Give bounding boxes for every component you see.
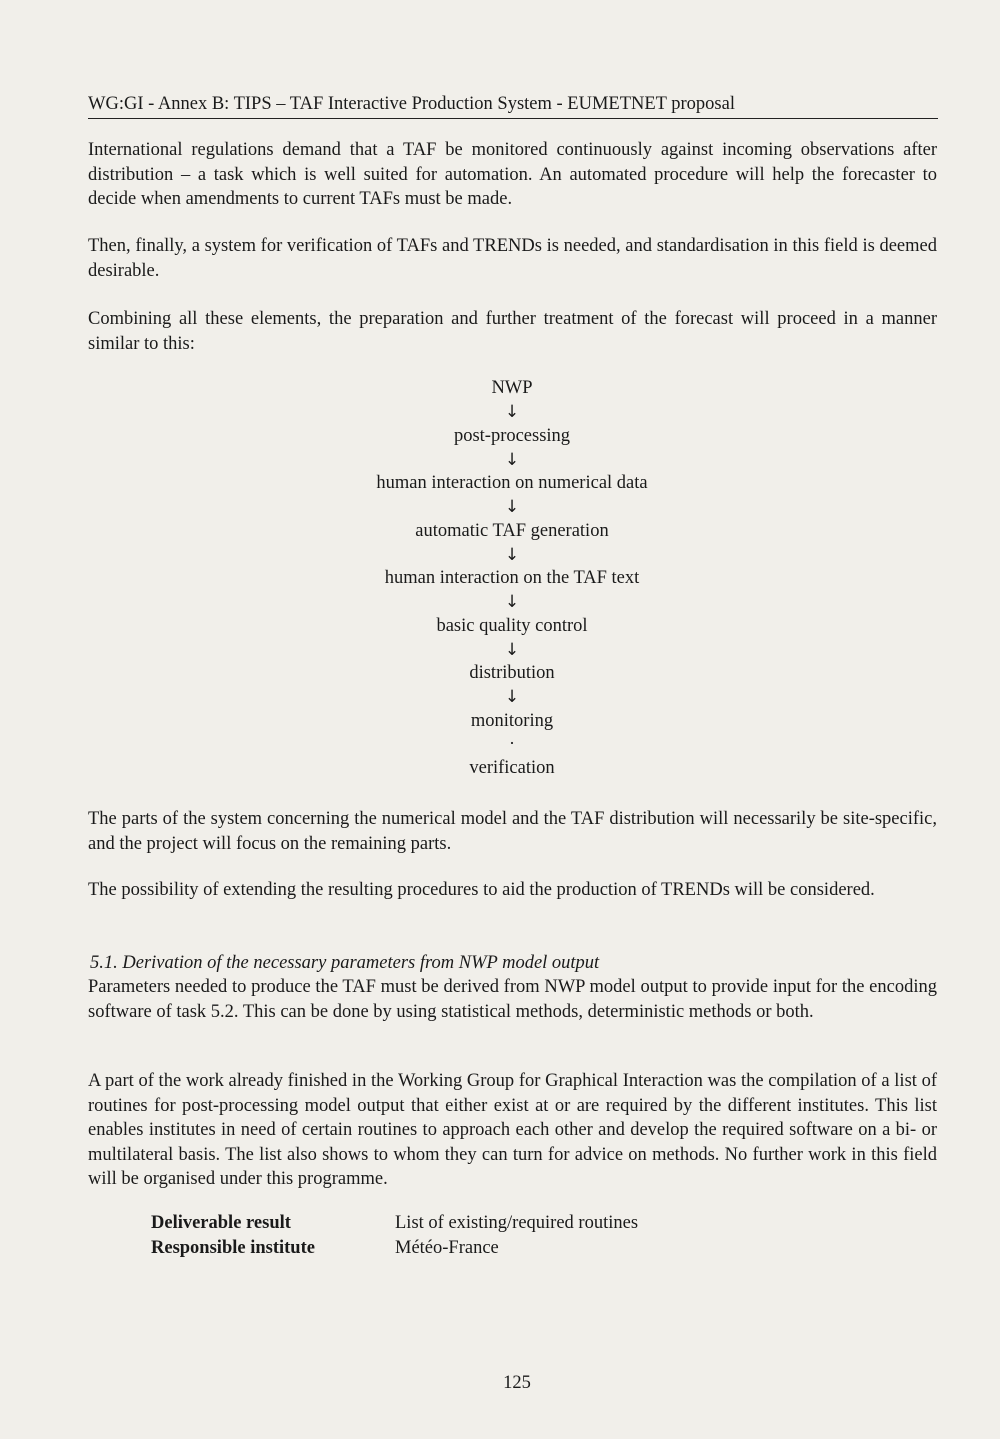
paragraph-routines: A part of the work already finished in the Working Group for Graphical Interaction was the compilation of a list of routines for post-processing model output that either exist at or are required by the different institutes. This list enables institutes in need of certain routines to approach each other and develop the required software on a bi- or multilateral basis. The list also shows to whom they can turn for advice on methods. No further work in this field will be organised under this programme. [88,1071,937,1189]
down-arrow-icon: ↓ [504,687,520,707]
section-heading: 5.1. Derivation of the necessary parameters from NWP model output [90,953,600,973]
paragraph-trends: The possibility of extending the resulting procedures to aid the production of TRENDs will be considered. [88,880,875,900]
flow-step: monitoring [470,710,554,731]
down-arrow-icon: ↓ [504,402,520,422]
process-flow [262,377,762,780]
flow-step: human interaction on the TAF text [384,568,640,588]
paragraph-site-specific: The parts of the system concerning the numerical model and the TAF distribution will necessarily be site-specific, and the project will focus on the remaining parts. [88,809,937,854]
paragraph-verification: Then, finally, a system for verification of TAFs and TRENDs is needed, and standardisation in this field is deemed desirable. [88,236,937,281]
running-header: WG:GI - Annex B: TIPS – TAF Interactive Production System - EUMETNET proposal [88,92,938,119]
paragraph-combining: Combining all these elements, the preparation and further treatment of the forecast will proceed in a manner similar to this: [88,309,937,354]
responsible-row [151,1238,499,1259]
deliverable-value: List of existing/required routines [395,1213,639,1233]
responsible-label: Responsible institute [151,1238,315,1258]
paragraph-parameters: Parameters needed to produce the TAF must be derived from NWP model output to provide input for the encoding software of task 5.2. This can be done by using statistical methods, deterministic methods or both. [88,977,937,1022]
deliverable-label: Deliverable result [151,1213,291,1233]
flow-step: automatic TAF generation [415,520,609,541]
down-arrow-icon: ↓ [504,497,520,517]
dot-icon: · [509,732,515,753]
flow-step: distribution [469,663,555,683]
down-arrow-icon: ↓ [504,449,520,470]
flow-step: basic quality control [436,615,588,636]
flow-step: verification [469,758,555,778]
flow-step: human interaction on numerical data [376,473,648,493]
down-arrow-icon: ↓ [504,592,520,612]
flow-step: NWP [491,378,533,398]
responsible-value: Météo-France [395,1238,499,1258]
paragraph-monitoring: International regulations demand that a TAF be monitored continuously against incoming observations after distribution – a task which is well suited for automation. An automated procedure will help the forecaster to decide when amendments to current TAFs must be made. [88,140,937,209]
page-number: 125 [503,1373,531,1393]
deliverable-row [151,1213,638,1234]
flow-step: post-processing [453,425,571,446]
down-arrow-icon: ↓ [504,639,520,660]
down-arrow-icon: ↓ [504,544,520,565]
